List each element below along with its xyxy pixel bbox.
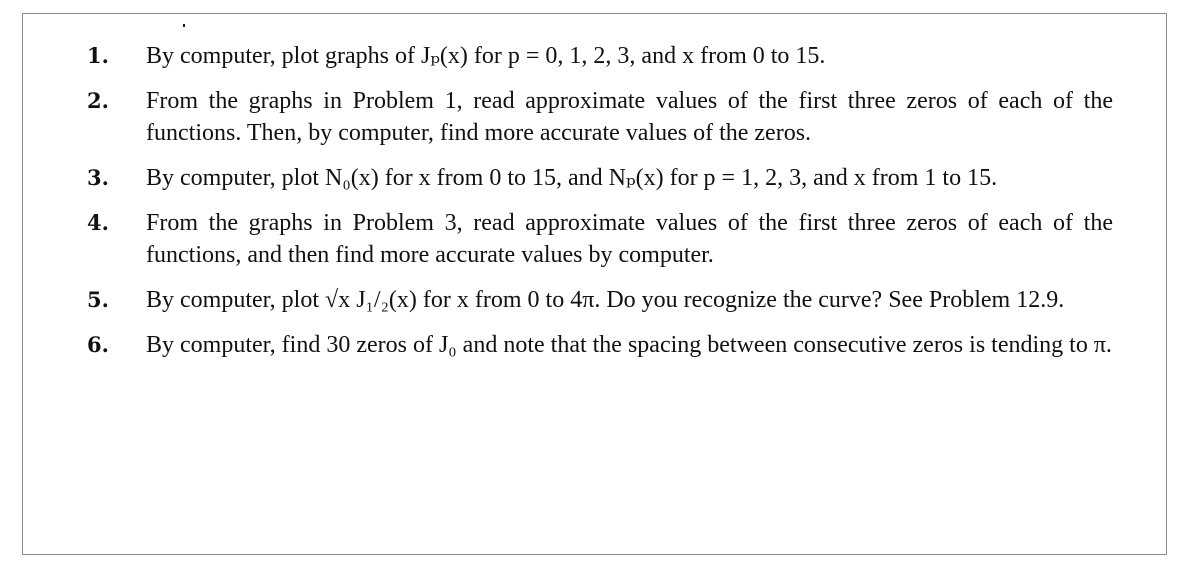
problem-number: 3. — [87, 165, 109, 190]
problem-item — [23, 329, 1168, 361]
problem-number: 1. — [87, 43, 109, 68]
problem-text: From the graphs in Problem 3, read approximate values of the first three zeros of each of the functions, and then find more accurate values by computer. — [146, 210, 1113, 268]
problem-item — [23, 40, 1168, 72]
problem-text: From the graphs in Problem 1, read approximate values of the first three zeros of each of the functions. Then, by computer, find more accurate values of the zeros. — [146, 88, 1113, 146]
stray-mark — [183, 24, 185, 27]
problem-number: 2. — [87, 88, 109, 113]
problem-item — [23, 85, 1168, 149]
problem-number: 6. — [87, 332, 109, 357]
problem-item — [23, 162, 1168, 194]
problem-text: By computer, plot graphs of Jₚ(x) for p = 0, 1, 2, 3, and x from 0 to 15. — [146, 43, 826, 69]
problem-list — [23, 40, 1168, 374]
page-frame — [22, 13, 1167, 555]
problem-text: By computer, plot N₀(x) for x from 0 to 15, and Nₚ(x) for p = 1, 2, 3, and x from 1 to 15. — [146, 165, 998, 191]
problem-item — [23, 284, 1168, 316]
problem-item — [23, 207, 1168, 271]
problem-text: By computer, plot √x J₁/₂(x) for x from 0 to 4π. Do you recognize the curve? See Problem 12.9. — [146, 287, 1065, 313]
problem-number: 4. — [87, 210, 109, 235]
problem-text: By computer, find 30 zeros of J₀ and note that the spacing between consecutive zeros is tending to π. — [146, 332, 1112, 358]
problem-number: 5. — [87, 287, 109, 312]
